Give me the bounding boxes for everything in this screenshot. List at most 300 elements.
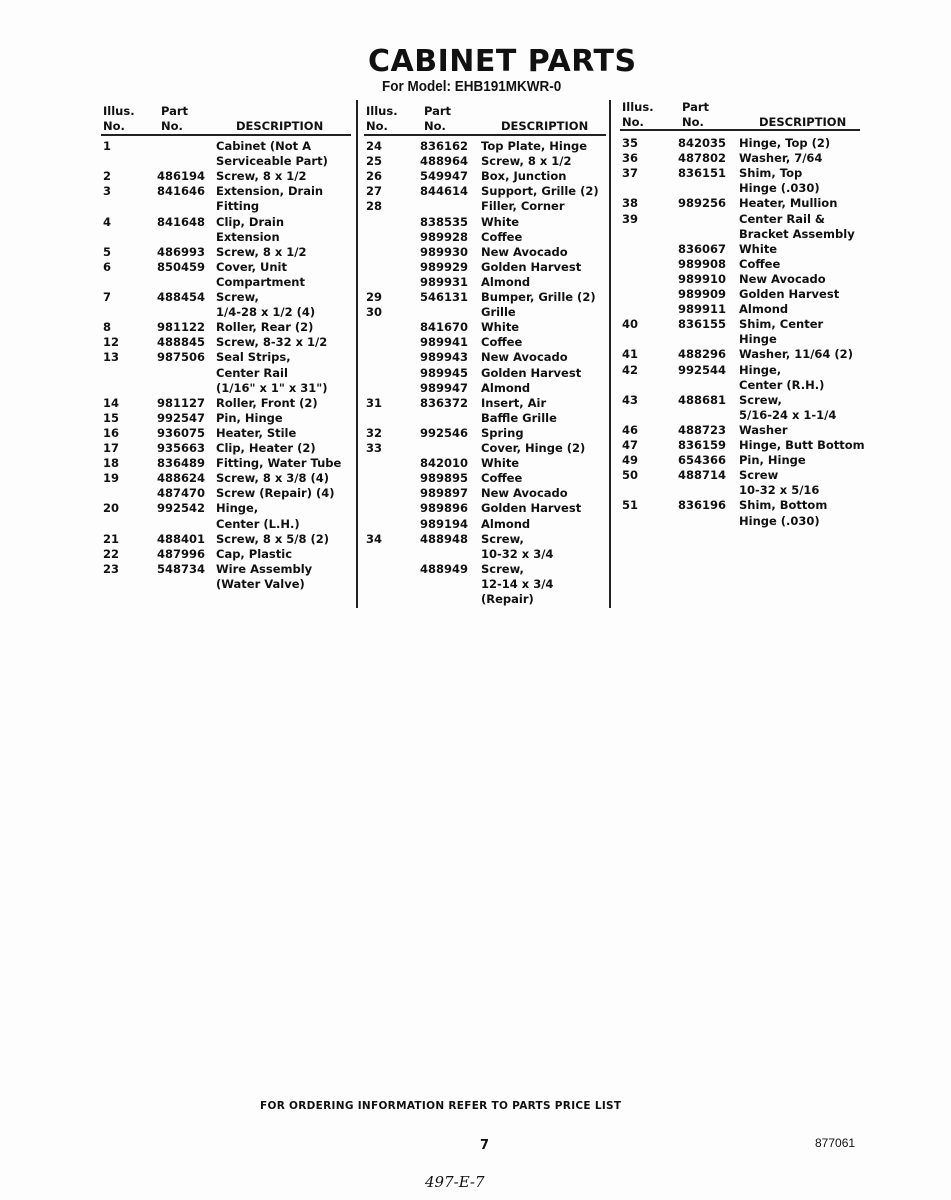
part-description: Seal Strips, xyxy=(216,350,291,365)
part-description: Almond xyxy=(481,516,531,531)
table-row xyxy=(622,393,872,408)
part-description: Clip, Heater (2) xyxy=(216,441,316,455)
table-row xyxy=(103,350,353,365)
illus-number: 12 xyxy=(103,335,120,350)
table-row xyxy=(366,441,616,456)
table-row xyxy=(622,498,872,513)
part-description: Center (R.H.) xyxy=(739,377,825,392)
part-description: Cap, Plastic xyxy=(216,546,293,561)
table-row xyxy=(366,517,616,532)
model-subtitle: For Model: EHB191MKWR-0 xyxy=(382,78,562,95)
document-number: 877061 xyxy=(815,1136,856,1150)
table-row xyxy=(103,320,353,335)
part-number: 488714 xyxy=(678,468,727,483)
illus-number: 21 xyxy=(103,531,120,546)
part-description: Extension, Drain xyxy=(216,184,324,199)
table-row xyxy=(366,471,616,486)
part-description: (Water Valve) xyxy=(216,576,305,591)
header-illus-no: No. xyxy=(622,115,644,129)
illus-number: 27 xyxy=(366,184,383,199)
part-description: Serviceable Part) xyxy=(216,154,328,169)
table-row xyxy=(622,423,872,438)
part-number: 989930 xyxy=(420,244,469,259)
part-description: Hinge, Top (2) xyxy=(739,136,831,150)
illus-number: 5 xyxy=(103,244,112,259)
table-row xyxy=(103,245,353,260)
part-number: 488964 xyxy=(420,154,469,169)
illus-number: 51 xyxy=(622,498,639,513)
part-description: 12-14 x 3/4 xyxy=(481,576,554,591)
table-row xyxy=(622,242,872,257)
part-description: White xyxy=(739,241,778,256)
header-part-no: Part xyxy=(424,104,452,118)
part-description: Filler, Corner xyxy=(481,199,565,214)
table-row xyxy=(366,199,616,214)
illus-number: 14 xyxy=(103,395,120,410)
part-description: Box, Junction xyxy=(481,169,567,184)
header-illus-no: No. xyxy=(103,119,125,133)
part-description: Almond xyxy=(739,302,789,317)
illus-number: 37 xyxy=(622,166,639,181)
part-number: 989194 xyxy=(420,516,469,531)
table-row xyxy=(366,426,616,441)
table-row xyxy=(622,438,872,453)
table-row xyxy=(622,453,872,468)
table-row xyxy=(103,184,353,199)
part-description: Screw, 8 x 3/8 (4) xyxy=(216,471,329,486)
illus-number: 46 xyxy=(622,422,639,437)
table-row xyxy=(103,366,353,381)
part-description: Coffee xyxy=(481,335,523,350)
table-row xyxy=(622,287,872,302)
part-description: New Avocado xyxy=(481,486,568,501)
illus-number: 32 xyxy=(366,425,383,440)
part-description: Golden Harvest xyxy=(481,501,582,516)
part-number: 989945 xyxy=(420,365,469,380)
header-description: DESCRIPTION xyxy=(501,119,589,133)
part-number: 488401 xyxy=(157,531,206,546)
table-row xyxy=(103,486,353,501)
table-row xyxy=(622,272,872,287)
illus-number: 29 xyxy=(366,290,383,304)
illus-number: 15 xyxy=(103,410,120,425)
part-description: New Avocado xyxy=(739,271,826,286)
illus-number: 7 xyxy=(103,290,112,304)
part-number: 836159 xyxy=(678,438,727,452)
part-description: Golden Harvest xyxy=(739,287,840,301)
illus-number: 25 xyxy=(366,154,383,169)
part-number: 487470 xyxy=(157,486,206,501)
part-description: 10-32 x 5/16 xyxy=(739,483,820,498)
part-number: 981127 xyxy=(157,395,206,410)
part-number: 989947 xyxy=(420,380,469,395)
illus-number: 31 xyxy=(366,395,383,410)
part-number: 842035 xyxy=(678,136,727,150)
table-row xyxy=(622,408,872,423)
table-row xyxy=(622,136,872,151)
illus-number: 28 xyxy=(366,199,383,214)
header-description: DESCRIPTION xyxy=(759,115,847,129)
illus-number: 35 xyxy=(622,136,639,150)
table-row xyxy=(366,275,616,290)
part-description: Hinge, xyxy=(216,501,259,516)
header-illus-no: No. xyxy=(366,119,388,133)
part-number: 488296 xyxy=(678,347,727,362)
header-illus-no: Illus. xyxy=(366,104,398,118)
part-number: 838535 xyxy=(420,214,469,229)
part-number: 989931 xyxy=(420,274,469,289)
part-number: 488949 xyxy=(420,561,469,576)
illus-number: 2 xyxy=(103,169,112,184)
part-description: 1/4-28 x 1/2 (4) xyxy=(216,305,316,320)
part-number: 989941 xyxy=(420,335,469,350)
part-description: Clip, Drain xyxy=(216,214,285,229)
table-row xyxy=(103,562,353,577)
table-row xyxy=(366,381,616,396)
part-description: Heater, Mullion xyxy=(739,196,838,211)
table-row xyxy=(366,456,616,471)
part-number: 836155 xyxy=(678,317,727,332)
part-number: 989895 xyxy=(420,471,469,486)
part-number: 836372 xyxy=(420,395,469,410)
illus-number: 22 xyxy=(103,546,120,561)
part-number: 842010 xyxy=(420,456,469,471)
part-number: 836162 xyxy=(420,139,469,153)
table-row xyxy=(366,350,616,365)
table-row xyxy=(103,577,353,592)
table-row xyxy=(622,196,872,211)
header-part-no: No. xyxy=(424,119,446,133)
part-description: Coffee xyxy=(739,256,781,271)
part-number: 981122 xyxy=(157,320,206,335)
part-description: Screw, 8 x 1/2 xyxy=(216,169,307,184)
part-description: New Avocado xyxy=(481,350,568,365)
table-row xyxy=(103,215,353,230)
part-number: 836489 xyxy=(157,456,206,471)
table-row xyxy=(622,514,872,529)
part-number: 989897 xyxy=(420,486,469,501)
part-description: Pin, Hinge xyxy=(739,453,806,468)
handwritten-note: 497-E-7 xyxy=(425,1173,485,1191)
illus-number: 30 xyxy=(366,305,383,320)
part-number: 487996 xyxy=(157,546,206,561)
part-description: Screw, 8 x 1/2 xyxy=(216,244,307,259)
part-description: New Avocado xyxy=(481,244,568,259)
table-row xyxy=(366,184,616,199)
table-row xyxy=(366,532,616,547)
table-row xyxy=(622,212,872,227)
part-number: 546131 xyxy=(420,290,469,304)
table-row xyxy=(366,169,616,184)
part-description: Hinge (.030) xyxy=(739,513,820,528)
part-description: Screw, xyxy=(216,290,259,304)
header-part-no: No. xyxy=(161,119,183,133)
header-part-no: No. xyxy=(682,115,704,129)
part-description: Golden Harvest xyxy=(481,365,582,380)
part-description: Washer, 7/64 xyxy=(739,151,823,166)
table-row xyxy=(366,366,616,381)
table-row xyxy=(103,501,353,516)
part-description: Screw, 8 x 5/8 (2) xyxy=(216,531,329,546)
illus-number: 1 xyxy=(103,139,112,153)
table-row xyxy=(622,257,872,272)
table-row xyxy=(103,547,353,562)
page-title: CABINET PARTS xyxy=(368,44,637,79)
part-number: 841648 xyxy=(157,214,206,229)
table-row xyxy=(622,181,872,196)
table-row xyxy=(622,151,872,166)
part-number: 844614 xyxy=(420,184,469,199)
illus-number: 16 xyxy=(103,425,120,440)
table-row xyxy=(103,411,353,426)
table-row xyxy=(103,381,353,396)
table-row xyxy=(103,139,353,154)
part-description: Washer, 11/64 (2) xyxy=(739,347,853,362)
table-row xyxy=(622,332,872,347)
part-number: 486194 xyxy=(157,169,206,184)
part-number: 836196 xyxy=(678,498,727,513)
part-description: Shim, Top xyxy=(739,166,803,181)
part-description: Support, Grille (2) xyxy=(481,184,599,199)
table-row xyxy=(622,317,872,332)
part-number: 841646 xyxy=(157,184,206,199)
part-number: 989928 xyxy=(420,229,469,244)
table-row xyxy=(366,486,616,501)
table-row xyxy=(366,260,616,275)
part-description: Screw xyxy=(739,468,779,483)
illus-number: 36 xyxy=(622,151,639,166)
column-divider xyxy=(356,100,358,608)
table-row xyxy=(103,154,353,169)
part-description: Bumper, Grille (2) xyxy=(481,290,596,304)
header-underline xyxy=(620,129,860,131)
illus-number: 17 xyxy=(103,441,120,455)
table-row xyxy=(366,411,616,426)
part-description: Screw, 8-32 x 1/2 xyxy=(216,335,328,350)
part-description: Cover, Hinge (2) xyxy=(481,441,586,455)
table-row xyxy=(366,139,616,154)
illus-number: 19 xyxy=(103,471,120,486)
part-description: Pin, Hinge xyxy=(216,410,283,425)
part-description: Shim, Bottom xyxy=(739,498,828,513)
part-description: (Repair) xyxy=(481,592,534,606)
illus-number: 6 xyxy=(103,259,112,274)
table-row xyxy=(366,154,616,169)
part-description: 5/16-24 x 1-1/4 xyxy=(739,407,837,422)
part-description: White xyxy=(481,456,520,471)
part-number: 989911 xyxy=(678,302,727,317)
table-row xyxy=(366,592,616,607)
header-illus-no: Illus. xyxy=(103,104,135,118)
header-description: DESCRIPTION xyxy=(236,119,324,133)
ordering-note: FOR ORDERING INFORMATION REFER TO PARTS PRICE LIST xyxy=(260,1100,622,1112)
table-row xyxy=(366,335,616,350)
table-row xyxy=(366,230,616,245)
part-number: 989909 xyxy=(678,287,727,301)
table-row xyxy=(103,426,353,441)
part-description: Wire Assembly xyxy=(216,561,313,576)
part-number: 548734 xyxy=(157,561,206,576)
header-part-no: Part xyxy=(161,104,189,118)
table-row xyxy=(366,396,616,411)
part-number: 488845 xyxy=(157,335,206,350)
part-description: Hinge (.030) xyxy=(739,181,820,196)
part-number: 836067 xyxy=(678,241,727,256)
part-description: Screw, xyxy=(481,561,524,576)
part-description: Compartment xyxy=(216,274,305,289)
illus-number: 38 xyxy=(622,196,639,211)
part-description: Heater, Stile xyxy=(216,425,297,440)
part-description: Roller, Rear (2) xyxy=(216,320,314,335)
illus-number: 33 xyxy=(366,441,383,455)
part-number: 989910 xyxy=(678,271,727,286)
illus-number: 40 xyxy=(622,317,639,332)
part-number: 486993 xyxy=(157,244,206,259)
part-description: Extension xyxy=(216,229,280,244)
table-row xyxy=(103,169,353,184)
header-illus-no: Illus. xyxy=(622,100,654,114)
part-number: 987506 xyxy=(157,350,206,365)
part-number: 850459 xyxy=(157,259,206,274)
table-row xyxy=(366,547,616,562)
illus-number: 13 xyxy=(103,350,120,365)
part-description: Insert, Air xyxy=(481,395,547,410)
table-row xyxy=(622,483,872,498)
table-row xyxy=(366,501,616,516)
page-number: 7 xyxy=(480,1138,490,1153)
part-description: Center (L.H.) xyxy=(216,516,300,531)
table-row xyxy=(103,260,353,275)
part-description: Fitting, Water Tube xyxy=(216,456,342,471)
illus-number: 49 xyxy=(622,453,639,468)
part-description: Fitting xyxy=(216,199,260,214)
illus-number: 50 xyxy=(622,468,639,483)
part-description: Bracket Assembly xyxy=(739,226,855,241)
table-row xyxy=(103,305,353,320)
part-description: Spring xyxy=(481,425,524,440)
part-description: Center Rail xyxy=(216,365,288,380)
part-number: 989943 xyxy=(420,350,469,365)
table-row xyxy=(366,305,616,320)
part-description: Grille xyxy=(481,305,516,320)
part-description: Cabinet (Not A xyxy=(216,139,312,153)
part-description: Washer xyxy=(739,422,788,437)
illus-number: 47 xyxy=(622,438,639,452)
part-description: Shim, Center xyxy=(739,317,824,332)
table-row xyxy=(622,378,872,393)
illus-number: 20 xyxy=(103,501,120,516)
table-row xyxy=(622,166,872,181)
table-row xyxy=(622,302,872,317)
part-description: Top Plate, Hinge xyxy=(481,139,588,153)
table-row xyxy=(103,335,353,350)
part-number: 992546 xyxy=(420,425,469,440)
table-row xyxy=(366,215,616,230)
part-description: Center Rail & xyxy=(739,211,825,226)
illus-number: 4 xyxy=(103,214,112,229)
part-description: Coffee xyxy=(481,229,523,244)
part-description: Hinge xyxy=(739,332,777,347)
illus-number: 18 xyxy=(103,456,120,471)
part-description: White xyxy=(481,320,520,335)
part-description: Cover, Unit xyxy=(216,259,287,274)
part-number: 989908 xyxy=(678,256,727,271)
illus-number: 41 xyxy=(622,347,639,362)
part-description: Screw (Repair) (4) xyxy=(216,486,335,501)
table-row xyxy=(103,275,353,290)
illus-number: 42 xyxy=(622,362,639,377)
illus-number: 34 xyxy=(366,531,383,546)
table-row xyxy=(366,245,616,260)
part-description: Golden Harvest xyxy=(481,259,582,274)
part-number: 992544 xyxy=(678,362,727,377)
part-description: Roller, Front (2) xyxy=(216,395,318,410)
illus-number: 24 xyxy=(366,139,383,153)
part-number: 549947 xyxy=(420,169,469,184)
part-description: Baffle Grille xyxy=(481,410,557,425)
table-row xyxy=(103,396,353,411)
table-row xyxy=(366,320,616,335)
table-row xyxy=(366,290,616,305)
illus-number: 39 xyxy=(622,211,639,226)
illus-number: 23 xyxy=(103,561,120,576)
table-row xyxy=(622,347,872,362)
table-row xyxy=(622,363,872,378)
table-row xyxy=(622,468,872,483)
header-underline xyxy=(364,134,606,136)
part-number: 488681 xyxy=(678,392,727,407)
part-description: 10-32 x 3/4 xyxy=(481,546,554,561)
table-row xyxy=(366,577,616,592)
table-row xyxy=(103,517,353,532)
table-row xyxy=(622,227,872,242)
table-row xyxy=(103,290,353,305)
part-number: 992547 xyxy=(157,410,206,425)
part-number: 989929 xyxy=(420,259,469,274)
part-description: Hinge, Butt Bottom xyxy=(739,438,865,452)
part-number: 488948 xyxy=(420,531,469,546)
table-row xyxy=(103,471,353,486)
header-part-no: Part xyxy=(682,100,710,114)
part-description: White xyxy=(481,214,520,229)
part-number: 654366 xyxy=(678,453,727,468)
part-description: Coffee xyxy=(481,471,523,486)
part-description: Screw, xyxy=(739,392,782,407)
table-row xyxy=(103,230,353,245)
part-number: 488624 xyxy=(157,471,206,486)
part-description: (1/16" x 1" x 31") xyxy=(216,380,328,395)
part-number: 841670 xyxy=(420,320,469,335)
header-underline xyxy=(101,134,351,136)
part-number: 989896 xyxy=(420,501,469,516)
illus-number: 3 xyxy=(103,184,112,199)
part-description: Screw, xyxy=(481,531,524,546)
table-row xyxy=(103,441,353,456)
part-number: 836151 xyxy=(678,166,727,181)
illus-number: 26 xyxy=(366,169,383,184)
table-row xyxy=(103,199,353,214)
part-number: 487802 xyxy=(678,151,727,166)
part-number: 992542 xyxy=(157,501,206,516)
table-row xyxy=(103,532,353,547)
part-description: Almond xyxy=(481,380,531,395)
part-number: 989256 xyxy=(678,196,727,211)
illus-number: 8 xyxy=(103,320,112,335)
part-number: 936075 xyxy=(157,425,206,440)
part-number: 488723 xyxy=(678,422,727,437)
part-number: 488454 xyxy=(157,290,206,304)
table-row xyxy=(103,456,353,471)
